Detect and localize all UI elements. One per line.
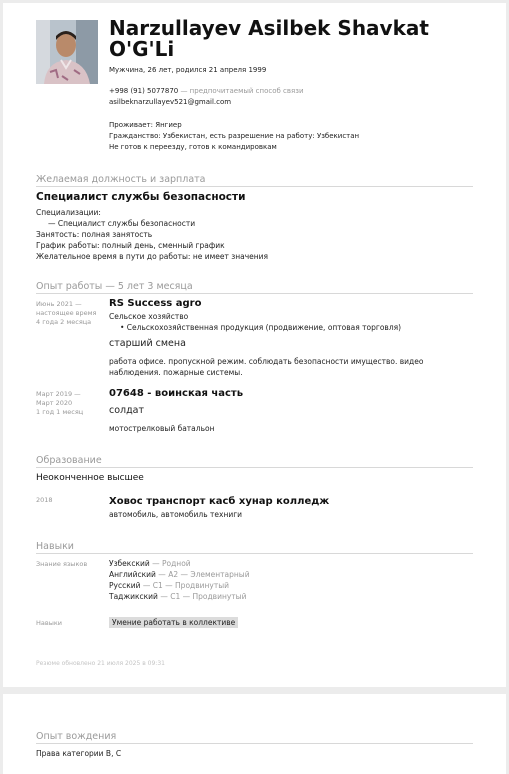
job-company: 07648 - воинская часть [109,388,244,399]
education-institution: Ховос транспорт касб хунар колледж [109,496,330,507]
relocation: Не готов к переезду, готов к командировкам [109,143,277,151]
job-industry-detail: • Сельскохозяйственная продукция (продвижение, оптовая торговля) [120,323,402,332]
section-title-experience: Опыт работы — 5 лет 3 месяца [36,281,193,292]
specialization-item: — Специалист службы безопасности [48,219,196,228]
job-description: мотострелковый батальон [109,424,215,433]
phone-number[interactable]: +998 (91) 5077870 [109,87,179,95]
education-specialty: автомобиль, автомобиль техниги [109,510,243,519]
skills-label: Навыки [36,619,62,627]
job-description: работа офисе. пропускной режим. соблюдать безопасности имущество. видео наблюдения. пожарные системы. [109,357,424,377]
language-item: Узбекский — Родной [109,559,191,568]
job-position: солдат [109,405,145,416]
employment: Занятость: полная занятость [36,230,153,239]
phone-line [109,86,304,97]
job-period: Март 2019 — Март 2020 1 год 1 месяц [36,390,84,416]
job-period: Июнь 2021 — настоящее время 4 года 2 месяца [36,300,97,326]
section-title-desired: Желаемая должность и зарплата [36,174,206,185]
section-title-skills: Навыки [36,541,74,552]
phone-note: — предпочитаемый способ связи [178,87,304,95]
profile-photo [36,20,98,84]
divider [36,186,473,187]
residence: Проживает: Янгиер [109,121,182,129]
divider [36,743,473,744]
section-title-driving: Опыт вождения [36,731,117,742]
language-item: Русский — C1 — Продвинутый [109,581,230,590]
specializations-label: Специализации: [36,208,101,217]
email-link[interactable]: asilbeknarzullayev521@gmail.com [109,98,232,106]
travel-time: Желательное время в пути до работы: не имеет значения [36,252,269,261]
job-industry: Сельское хозяйство [109,312,189,321]
job-company: RS Success agro [109,298,202,309]
driving-license: Права категории B, C [36,749,122,758]
candidate-name: Narzullayev Asilbek Shavkat O'G'Li [109,16,429,61]
job-position: старший смена [109,338,186,349]
languages-label: Знание языков [36,560,88,568]
education-year: 2018 [36,496,53,504]
skill-chip: Умение работать в коллективе [109,617,238,628]
divider [36,293,473,294]
resume-page-2 [3,694,506,774]
resume-page-1 [3,3,506,687]
citizenship: Гражданство: Узбекистан, есть разрешение на работу: Узбекистан [109,132,360,140]
section-title-education: Образование [36,455,102,466]
schedule: График работы: полный день, сменный график [36,241,225,250]
divider [36,553,473,554]
language-item: Английский — A2 — Элементарный [109,570,250,579]
desired-position: Специалист службы безопасности [36,191,246,203]
resume-updated: Резюме обновлено 21 июля 2025 в 09:31 [36,660,165,667]
language-item: Таджикский — C1 — Продвинутый [109,592,247,601]
divider [36,467,473,468]
education-level: Неоконченное высшее [36,473,144,483]
candidate-summary: Мужчина, 26 лет, родился 21 апреля 1999 [109,66,267,74]
